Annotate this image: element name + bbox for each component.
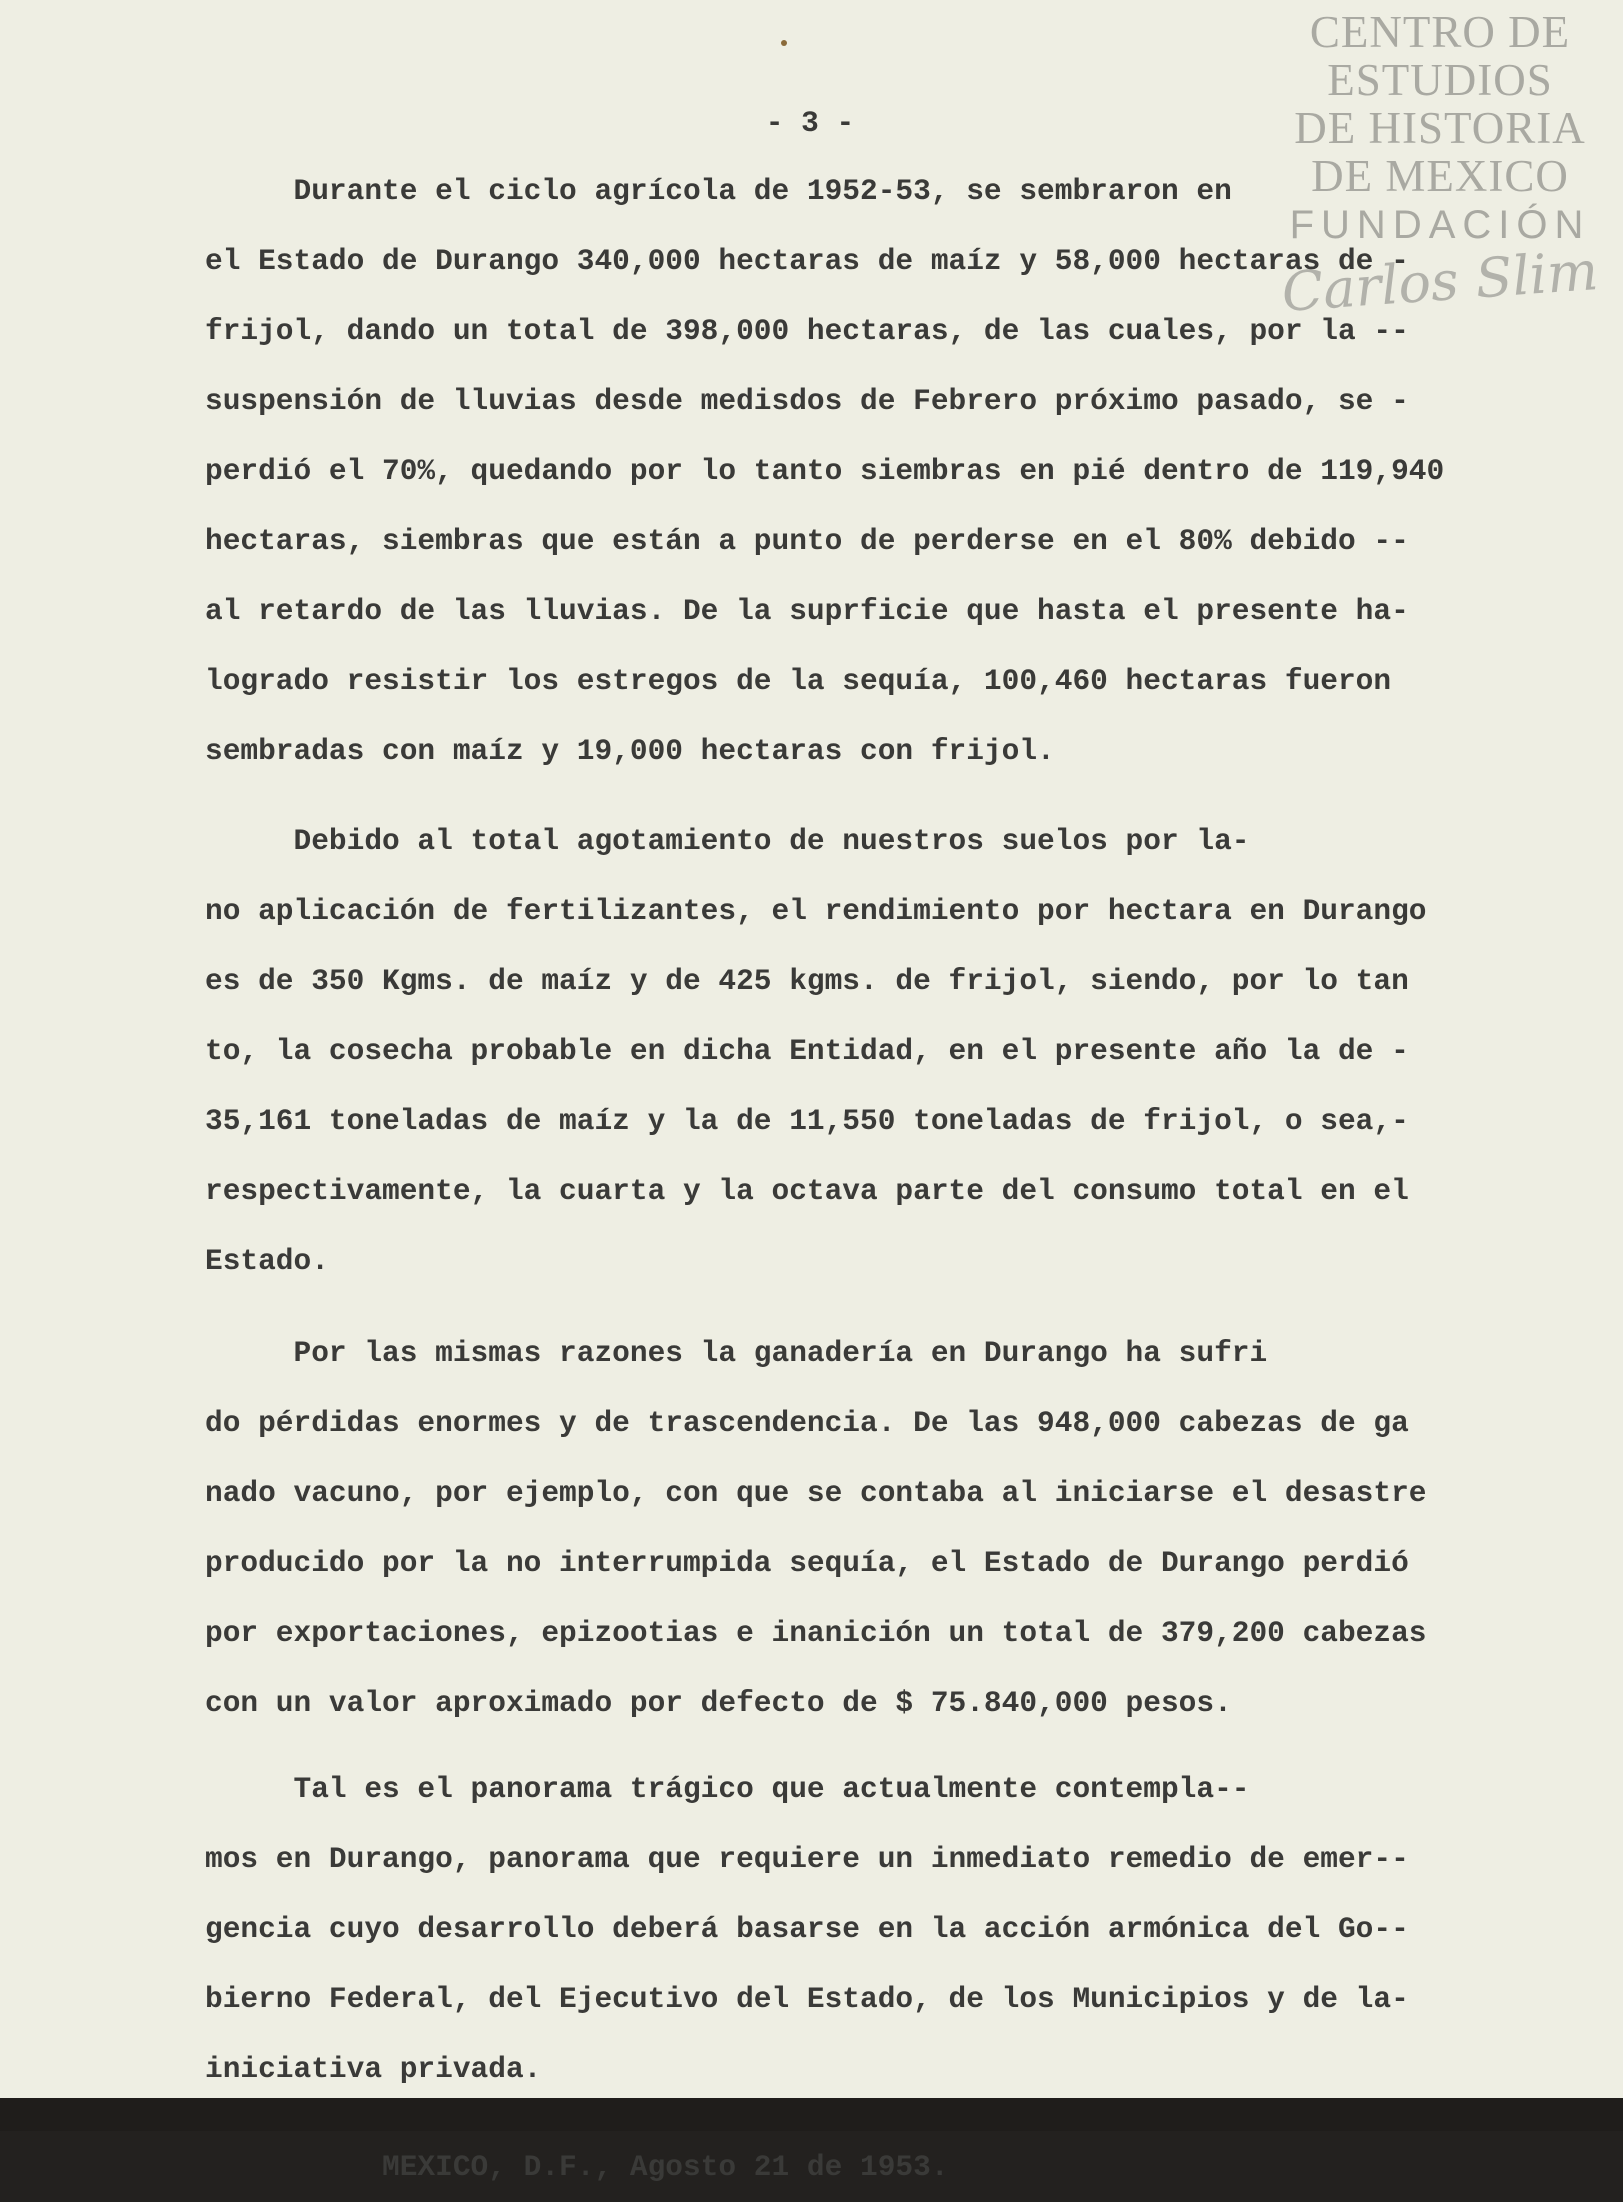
paragraph-line: mos en Durango, panorama que requiere un inmediato remedio de emer-- — [205, 1842, 1409, 1876]
paragraph-spacer — [205, 786, 1575, 806]
typed-letter-body — [205, 90, 1575, 2202]
watermark-line-4: DE MEXICO — [1311, 151, 1569, 201]
paragraph-line: Estado. — [205, 1244, 329, 1278]
paragraph-spacer — [205, 1296, 1575, 1318]
watermark-line-3: DE HISTORIA — [1294, 103, 1586, 153]
paragraph-line: iniciativa privada. — [205, 2052, 542, 2086]
paragraph-line: Durante el ciclo agrícola de 1952-53, se sembraron en — [205, 174, 1232, 208]
scan-border — [0, 2098, 1623, 2131]
paragraph-line: Por las mismas razones la ganadería en Durango ha sufri — [205, 1336, 1268, 1370]
paragraph-3 — [205, 1318, 1575, 1738]
paragraph-line: do pérdidas enormes y de trascendencia. De las 948,000 cabezas de ga — [205, 1406, 1409, 1440]
watermark-line-1: CENTRO DE — [1309, 7, 1571, 57]
place-and-date: MEXICO, D.F., Agosto 21 de 1953. — [205, 2150, 949, 2184]
paragraph-line: bierno Federal, del Ejecutivo del Estado, de los Municipios y de la- — [205, 1982, 1409, 2016]
watermark-line-2: ESTUDIOS — [1327, 55, 1553, 105]
paragraph-line: suspensión de lluvias desde medisdos de Febrero próximo pasado, se - — [205, 384, 1409, 418]
paragraph-line: perdió el 70%, quedando por lo tanto siembras en pié dentro de 119,940 — [205, 454, 1445, 488]
paragraph-line: es de 350 Kgms. de maíz y de 425 kgms. de frijol, siendo, por lo tan — [205, 964, 1409, 998]
paragraph-line: con un valor aproximado por defecto de $ 75.840,000 pesos. — [205, 1686, 1232, 1720]
paper-fleck — [781, 40, 787, 46]
page-number: - 3 - — [765, 106, 855, 140]
paragraph-line: el Estado de Durango 340,000 hectaras de maíz y 58,000 hectaras de - — [205, 244, 1409, 278]
paragraph-line: respectivamente, la cuarta y la octava parte del consumo total en el — [205, 1174, 1409, 1208]
watermark-line-5: FUNDACIÓN — [1289, 203, 1591, 247]
paragraph-line: logrado resistir los estregos de la sequía, 100,460 hectaras fueron — [205, 664, 1392, 698]
paragraph-line: to, la cosecha probable en dicha Entidad, en el presente año la de - — [205, 1034, 1409, 1068]
paragraph-line: gencia cuyo desarrollo deberá basarse en la acción armónica del Go-- — [205, 1912, 1409, 1946]
paragraph-1 — [205, 156, 1575, 786]
paragraph-line: sembradas con maíz y 19,000 hectaras con frijol. — [205, 734, 1055, 768]
paragraph-line: al retardo de las lluvias. De la suprficie que hasta el presente ha- — [205, 594, 1409, 628]
watermark-signature: Carlos Slim — [1279, 239, 1601, 324]
paragraph-line: frijol, dando un total de 398,000 hectaras, de las cuales, por la -- — [205, 314, 1409, 348]
paragraph-line: por exportaciones, epizootias e inanición un total de 379,200 cabezas — [205, 1616, 1427, 1650]
paragraph-line: producido por la no interrumpida sequía, el Estado de Durango perdió — [205, 1546, 1409, 1580]
paragraph-4 — [205, 1754, 1575, 2104]
paragraph-line: nado vacuno, por ejemplo, con que se contaba al iniciarse el desastre — [205, 1476, 1427, 1510]
paragraph-line: Debido al total agotamiento de nuestros suelos por la- — [205, 824, 1250, 858]
paragraph-line: no aplicación de fertilizantes, el rendimiento por hectara en Durango — [205, 894, 1427, 928]
paragraph-line: Tal es el panorama trágico que actualmente contempla-- — [205, 1772, 1250, 1806]
paragraph-2 — [205, 806, 1575, 1296]
paragraph-line: hectaras, siembras que están a punto de perderse en el 80% debido -- — [205, 524, 1409, 558]
paragraph-line: 35,161 toneladas de maíz y la de 11,550 toneladas de frijol, o sea,- — [205, 1104, 1409, 1138]
paragraph-spacer — [205, 1738, 1575, 1754]
